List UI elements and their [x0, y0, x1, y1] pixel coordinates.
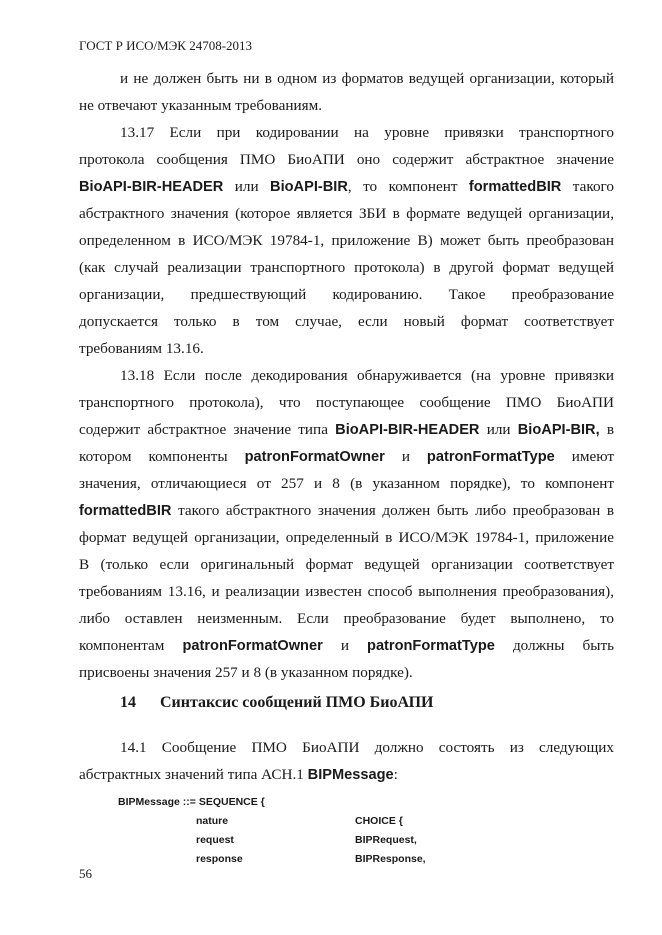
- term-formattedbir: formattedBIR: [468, 179, 562, 195]
- term-bioapi-bir-header: BioAPI-BIR-HEADER: [79, 179, 224, 195]
- word-or: или: [486, 421, 511, 438]
- text-fragment: имеют: [571, 448, 614, 465]
- p1317-line-1: 13.17 Если при кодировании на уровне привязки транспортного: [120, 124, 614, 141]
- p1317-line-9: требованиям 13.16.: [79, 340, 204, 357]
- text-fragment: :: [393, 766, 398, 783]
- code-field-name: response: [196, 853, 243, 865]
- p1318-line-4: [79, 446, 614, 468]
- p1317-line-2: протокола сообщения ПМО БиоАПИ оно содержит абстрактное значение: [79, 151, 614, 168]
- intro-line-1: и не должен быть ни в одном из форматов ведущей организации, который: [120, 70, 614, 87]
- term-patronformattype: patronFormatType: [367, 638, 495, 654]
- p1318-line-5: значения, отличающиеся от 257 и 8 (в указанном порядке), то компонент: [79, 475, 614, 492]
- p1318-line-1: 13.18 Если после декодирования обнаруживается (на уровне привязки: [120, 367, 614, 384]
- code-field-type: CHOICE {: [355, 815, 403, 827]
- term-patronformatowner: patronFormatOwner: [244, 449, 385, 465]
- text-fragment: абстрактных значений типа АСН.1: [79, 766, 304, 783]
- p141-line-1: 14.1 Сообщение ПМО БиоАПИ должно состоять из следующих: [120, 739, 614, 756]
- text-fragment: компонентам: [79, 637, 165, 654]
- p1318-line-9: требованиям 13.16, и реализации известен способ выполнения преобразования),: [79, 583, 614, 600]
- p1318-line-7: формат ведущей организации, определенный в ИСО/МЭК 19784-1, приложение: [79, 529, 614, 546]
- intro-line-2: не отвечают указанным требованиям.: [79, 97, 323, 114]
- p1317-line-5: определенном в ИСО/МЭК 19784-1, приложение В) может быть преобразован: [79, 232, 614, 249]
- code-field-name: nature: [196, 815, 229, 827]
- code-field-type: BIPRequest,: [355, 834, 417, 846]
- word-or: или: [234, 178, 259, 195]
- p1318-line-10: либо оставлен неизменным. Если преобразование будет выполнено, то: [79, 610, 614, 627]
- code-line-header: BIPMessage ::= SEQUENCE {: [118, 796, 265, 808]
- word-and: и: [401, 448, 410, 465]
- p1317-line-8: допускается только в том случае, если новый формат соответствует: [79, 313, 614, 330]
- text-fragment: содержит абстрактное значение типа: [79, 421, 328, 438]
- p1317-line-3: [79, 176, 614, 198]
- word-and: и: [340, 637, 349, 654]
- text-fragment: должны быть: [512, 637, 615, 654]
- page-number: 56: [79, 866, 92, 881]
- p1318-line-8: В (только если оригинальный формат ведущей организации соответствует: [79, 556, 614, 573]
- term-bioapi-bir: BioAPI-BIR,: [517, 422, 600, 438]
- p1318-line-3: [79, 419, 614, 441]
- section-heading: [120, 694, 434, 712]
- term-bioapi-bir-header: BioAPI-BIR-HEADER: [335, 422, 480, 438]
- code-field-type: BIPResponse,: [355, 853, 426, 865]
- p1317-line-7: организации, предшествующий кодированию. Такое преобразование: [79, 286, 614, 303]
- p1318-line-6: [79, 500, 614, 522]
- term-formattedbir: formattedBIR: [79, 503, 172, 519]
- p1318-line-2: транспортного протокола), что поступающее сообщение ПМО БиоАПИ: [79, 394, 614, 411]
- p1318-line-12: присвоены значения 257 и 8 (в указанном порядке).: [79, 664, 413, 681]
- term-bipmessage: BIPMessage: [307, 767, 394, 783]
- section-number: 14: [120, 694, 136, 711]
- p1317-line-4: абстрактного значения (которое является ЗБИ в формате ведущей организации,: [79, 205, 614, 222]
- text-fragment: такого абстрактного значения должен быть либо преобразован в: [178, 502, 615, 519]
- p1318-line-11: [79, 635, 614, 657]
- document-header: ГОСТ Р ИСО/МЭК 24708-2013: [79, 38, 253, 53]
- text-fragment: , то компонент: [347, 178, 458, 195]
- code-field-name: request: [196, 834, 234, 846]
- text-fragment: такого: [572, 178, 614, 195]
- p1317-line-6: (как случай реализации транспортного протокола) в другой формат ведущей: [79, 259, 614, 276]
- text-fragment: котором компоненты: [79, 448, 228, 465]
- term-patronformatowner: patronFormatOwner: [182, 638, 323, 654]
- p141-line-2: [79, 764, 614, 786]
- term-patronformattype: patronFormatType: [426, 449, 555, 465]
- term-bioapi-bir: BioAPI-BIR: [270, 179, 348, 195]
- section-title: Синтаксис сообщений ПМО БиоАПИ: [160, 694, 434, 711]
- text-fragment: в: [606, 421, 615, 438]
